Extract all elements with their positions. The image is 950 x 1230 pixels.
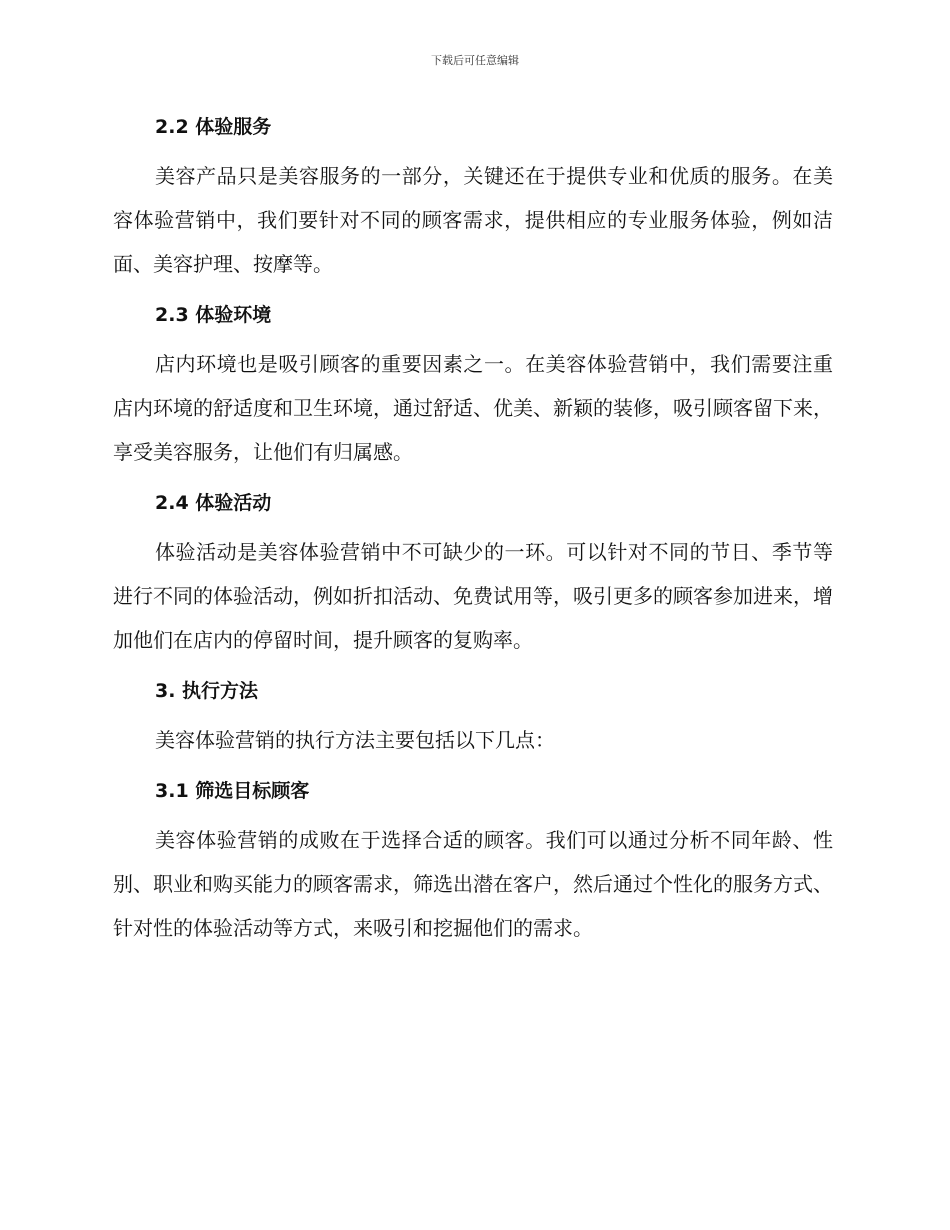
section-paragraph: 美容产品只是美容服务的一部分，关键还在于提供专业和优质的服务。在美容体验营销中，我们要针对不同的顾客需求，提供相应的专业服务体验，例如洁面、美容护理、按摩等。 xyxy=(113,164,833,276)
section-3 xyxy=(113,672,833,772)
section-heading: 3.1 筛选目标顾客 xyxy=(155,780,310,802)
section-paragraph: 美容体验营销的执行方法主要包括以下几点： xyxy=(155,728,555,752)
page-header: 下载后可任意编辑 xyxy=(431,54,519,67)
section-paragraph: 体验活动是美容体验营销中不可缺少的一环。可以针对不同的节日、季节等进行不同的体验活动，例如折扣活动、免费试用等，吸引更多的顾客参加进来，增加他们在店内的停留时间，提升顾客的复购率。 xyxy=(113,540,833,652)
section-heading: 2.3 体验环境 xyxy=(155,304,272,326)
section-paragraph: 店内环境也是吸引顾客的重要因素之一。在美容体验营销中，我们需要注重店内环境的舒适度和卫生环境，通过舒适、优美、新颖的装修，吸引顾客留下来，享受美容服务，让他们有归属感。 xyxy=(113,352,833,464)
section-paragraph: 美容体验营销的成败在于选择合适的顾客。我们可以通过分析不同年龄、性别、职业和购买能力的顾客需求，筛选出潜在客户，然后通过个性化的服务方式、针对性的体验活动等方式，来吸引和挖掘他们的需求。 xyxy=(113,828,833,940)
section-2-2 xyxy=(113,108,833,296)
section-3-1 xyxy=(113,772,833,950)
document-body xyxy=(113,108,833,950)
section-heading: 2.4 体验活动 xyxy=(155,492,272,514)
section-2-4 xyxy=(113,484,833,672)
section-2-3 xyxy=(113,296,833,484)
section-heading: 2.2 体验服务 xyxy=(155,116,272,138)
section-heading: 3. 执行方法 xyxy=(155,680,259,702)
